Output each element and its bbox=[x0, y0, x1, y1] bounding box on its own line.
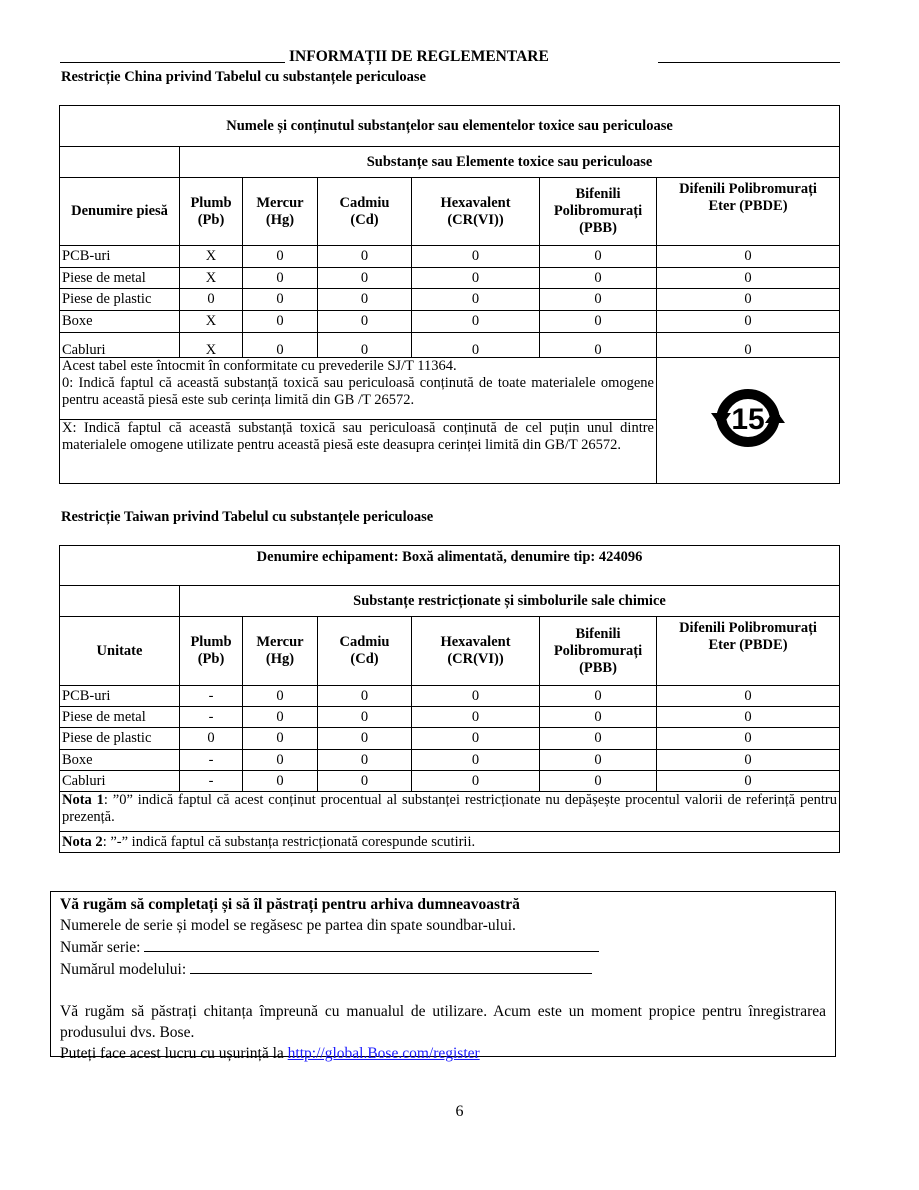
cell-value: 0 bbox=[412, 750, 540, 771]
cell-value: 0 bbox=[657, 728, 840, 750]
cell-value: 0 bbox=[540, 268, 657, 289]
table-row bbox=[60, 750, 840, 771]
cell-value: 0 bbox=[540, 311, 657, 333]
row-label: Piese de plastic bbox=[60, 728, 180, 750]
cell-value: 0 bbox=[657, 246, 840, 268]
cell-value: 0 bbox=[657, 289, 840, 311]
cell-value: 0 bbox=[243, 771, 318, 792]
col-header-hexavalent: Hexavalent (CR(VI)) bbox=[412, 178, 540, 246]
taiwan-note-2: Nota 2: ”-” indică faptul că substanța restricționată corespunde scutirii. bbox=[60, 832, 840, 853]
cell-value: 0 bbox=[243, 311, 318, 333]
col-header-mercury: Mercur (Hg) bbox=[243, 617, 318, 686]
cell-value: 0 bbox=[318, 289, 412, 311]
cell-value: 0 bbox=[412, 686, 540, 707]
row-label: PCB-uri bbox=[60, 686, 180, 707]
col-header-pbde: Difenili Polibromurați Eter (PBDE) bbox=[657, 617, 840, 686]
table-row bbox=[60, 311, 840, 333]
page-header bbox=[60, 48, 840, 68]
cell-value: 0 bbox=[657, 333, 840, 358]
header-rule-left bbox=[60, 62, 285, 63]
table-row bbox=[60, 707, 840, 728]
china-note-zero: Acest tabel este întocmit în conformitate cu prevederile SJ/T 11364. 0: Indică faptul că această substanță toxică sau periculoasă conținută de toate materialele omogene pentru această piesă este sub cerința limită din GB /T 26572. bbox=[60, 358, 657, 420]
col-header-pbb: Bifenili Polibromurați (PBB) bbox=[540, 617, 657, 686]
row-label: Piese de plastic bbox=[60, 289, 180, 311]
model-number-line bbox=[60, 958, 826, 980]
row-label: Boxe bbox=[60, 311, 180, 333]
table-row bbox=[60, 771, 840, 792]
cell-value: 0 bbox=[412, 311, 540, 333]
blank-cell bbox=[60, 147, 180, 178]
col-header-lead: Plumb (Pb) bbox=[180, 178, 243, 246]
col-header-unit: Unitate bbox=[60, 617, 180, 686]
cell-value: 0 bbox=[540, 686, 657, 707]
row-label: Boxe bbox=[60, 750, 180, 771]
cell-value: 0 bbox=[540, 707, 657, 728]
serial-location-text: Numerele de serie și model se regăsesc pe partea din spate soundbar-ului. bbox=[60, 917, 516, 934]
cell-value: 0 bbox=[657, 686, 840, 707]
efup-mark-cell bbox=[657, 358, 840, 484]
row-label: PCB-uri bbox=[60, 246, 180, 268]
taiwan-hazardous-table bbox=[59, 545, 840, 853]
table-row bbox=[60, 268, 840, 289]
taiwan-column-headers bbox=[60, 617, 840, 686]
cell-value: 0 bbox=[412, 771, 540, 792]
row-label: Cabluri bbox=[60, 771, 180, 792]
china-section-title: Restricție China privind Tabelul cu substanțele periculoase bbox=[61, 69, 426, 85]
cell-value: X bbox=[180, 333, 243, 358]
cell-value: 0 bbox=[540, 750, 657, 771]
cell-value: 0 bbox=[657, 707, 840, 728]
page-title: INFORMAȚII DE REGLEMENTARE bbox=[289, 48, 549, 65]
table-row bbox=[60, 728, 840, 750]
registration-heading: Vă rugăm să completați și să îl păstrați pentru arhiva dumneavoastră bbox=[60, 896, 520, 913]
cell-value: 0 bbox=[318, 750, 412, 771]
cell-value: 0 bbox=[412, 333, 540, 358]
cell-value: 0 bbox=[412, 728, 540, 750]
cell-value: - bbox=[180, 707, 243, 728]
cell-value: 0 bbox=[318, 333, 412, 358]
cell-value: - bbox=[180, 686, 243, 707]
table-row bbox=[60, 246, 840, 268]
china-column-headers bbox=[60, 178, 840, 246]
cell-value: 0 bbox=[243, 750, 318, 771]
cell-value: 0 bbox=[243, 333, 318, 358]
cell-value: 0 bbox=[318, 311, 412, 333]
taiwan-note-1: Nota 1: ”0” indică faptul că acest conținut procentual al substanței restricționate nu depășește procentul valorii de referință pentru prezență. bbox=[60, 792, 840, 832]
china-group-header: Substanțe sau Elemente toxice sau periculoase bbox=[180, 147, 840, 178]
cell-value: 0 bbox=[318, 686, 412, 707]
china-hazardous-table bbox=[59, 105, 840, 484]
taiwan-section-title: Restricție Taiwan privind Tabelul cu substanțele periculoase bbox=[61, 509, 434, 525]
cell-value: 0 bbox=[318, 707, 412, 728]
serial-number-label: Număr serie: bbox=[60, 939, 141, 956]
page-number: 6 bbox=[455, 1103, 464, 1120]
cell-value: 0 bbox=[243, 707, 318, 728]
cell-value: 0 bbox=[657, 771, 840, 792]
table-row bbox=[60, 686, 840, 707]
cell-value: 0 bbox=[318, 728, 412, 750]
cell-value: 0 bbox=[243, 246, 318, 268]
svg-text:15: 15 bbox=[731, 403, 765, 436]
model-number-field[interactable] bbox=[190, 958, 592, 974]
cell-value: X bbox=[180, 268, 243, 289]
cell-value: 0 bbox=[540, 246, 657, 268]
cell-value: 0 bbox=[412, 289, 540, 311]
table-row bbox=[60, 289, 840, 311]
col-header-hexavalent: Hexavalent (CR(VI)) bbox=[412, 617, 540, 686]
cell-value: 0 bbox=[318, 246, 412, 268]
keep-receipt-text: Vă rugăm să păstrați chitanța împreună cu manualul de utilizare. Acum este un moment propice pentru înregistrarea produsului dvs. Bose. bbox=[60, 1003, 826, 1041]
taiwan-table-title: Denumire echipament: Boxă alimentată, denumire tip: 424096 bbox=[60, 546, 840, 586]
col-header-part: Denumire piesă bbox=[60, 178, 180, 246]
cell-value: X bbox=[180, 311, 243, 333]
cell-value: 0 bbox=[318, 268, 412, 289]
cell-value: 0 bbox=[657, 268, 840, 289]
cell-value: 0 bbox=[540, 771, 657, 792]
spacer bbox=[60, 980, 826, 1001]
col-header-cadmium: Cadmiu (Cd) bbox=[318, 178, 412, 246]
cell-value: - bbox=[180, 771, 243, 792]
register-link[interactable]: http://global.Bose.com/register bbox=[287, 1045, 480, 1062]
model-number-label: Numărul modelului: bbox=[60, 961, 187, 978]
col-header-pbde: Difenili Polibromurați Eter (PBDE) bbox=[657, 178, 840, 246]
cell-value: 0 bbox=[657, 750, 840, 771]
table-row bbox=[60, 333, 840, 358]
blank-cell bbox=[60, 586, 180, 617]
cell-value: 0 bbox=[243, 686, 318, 707]
register-line: Puteți face acest lucru cu ușurință la http://global.Bose.com/register bbox=[60, 1045, 480, 1062]
cell-value: 0 bbox=[180, 289, 243, 311]
china-note-x: X: Indică faptul că această substanță toxică sau periculoasă conținută de cel puțin unul dintre materialele omogene utilizate pentru această piesă este deasupra cerinței limită din GB/T 26572. bbox=[60, 420, 657, 484]
cell-value: 0 bbox=[318, 771, 412, 792]
cell-value: 0 bbox=[243, 268, 318, 289]
cell-value: 0 bbox=[540, 728, 657, 750]
cell-value: 0 bbox=[243, 728, 318, 750]
col-header-pbb: Bifenili Polibromurați (PBB) bbox=[540, 178, 657, 246]
cell-value: - bbox=[180, 750, 243, 771]
registration-box bbox=[50, 891, 836, 1062]
serial-number-line bbox=[60, 936, 826, 958]
col-header-cadmium: Cadmiu (Cd) bbox=[318, 617, 412, 686]
col-header-mercury: Mercur (Hg) bbox=[243, 178, 318, 246]
row-label: Piese de metal bbox=[60, 268, 180, 289]
cell-value: 0 bbox=[180, 728, 243, 750]
cell-value: 0 bbox=[540, 333, 657, 358]
cell-value: 0 bbox=[412, 707, 540, 728]
china-table-title: Numele și conținutul substanțelor sau elementelor toxice sau periculoase bbox=[60, 106, 840, 147]
efup-15-icon bbox=[710, 383, 786, 453]
cell-value: 0 bbox=[412, 268, 540, 289]
cell-value: X bbox=[180, 246, 243, 268]
taiwan-group-header: Substanțe restricționate și simbolurile sale chimice bbox=[180, 586, 840, 617]
row-label: Cabluri bbox=[60, 333, 180, 358]
cell-value: 0 bbox=[540, 289, 657, 311]
header-rule-right bbox=[658, 62, 840, 63]
serial-number-field[interactable] bbox=[144, 936, 599, 952]
row-label: Piese de metal bbox=[60, 707, 180, 728]
cell-value: 0 bbox=[657, 311, 840, 333]
cell-value: 0 bbox=[412, 246, 540, 268]
cell-value: 0 bbox=[243, 289, 318, 311]
col-header-lead: Plumb (Pb) bbox=[180, 617, 243, 686]
